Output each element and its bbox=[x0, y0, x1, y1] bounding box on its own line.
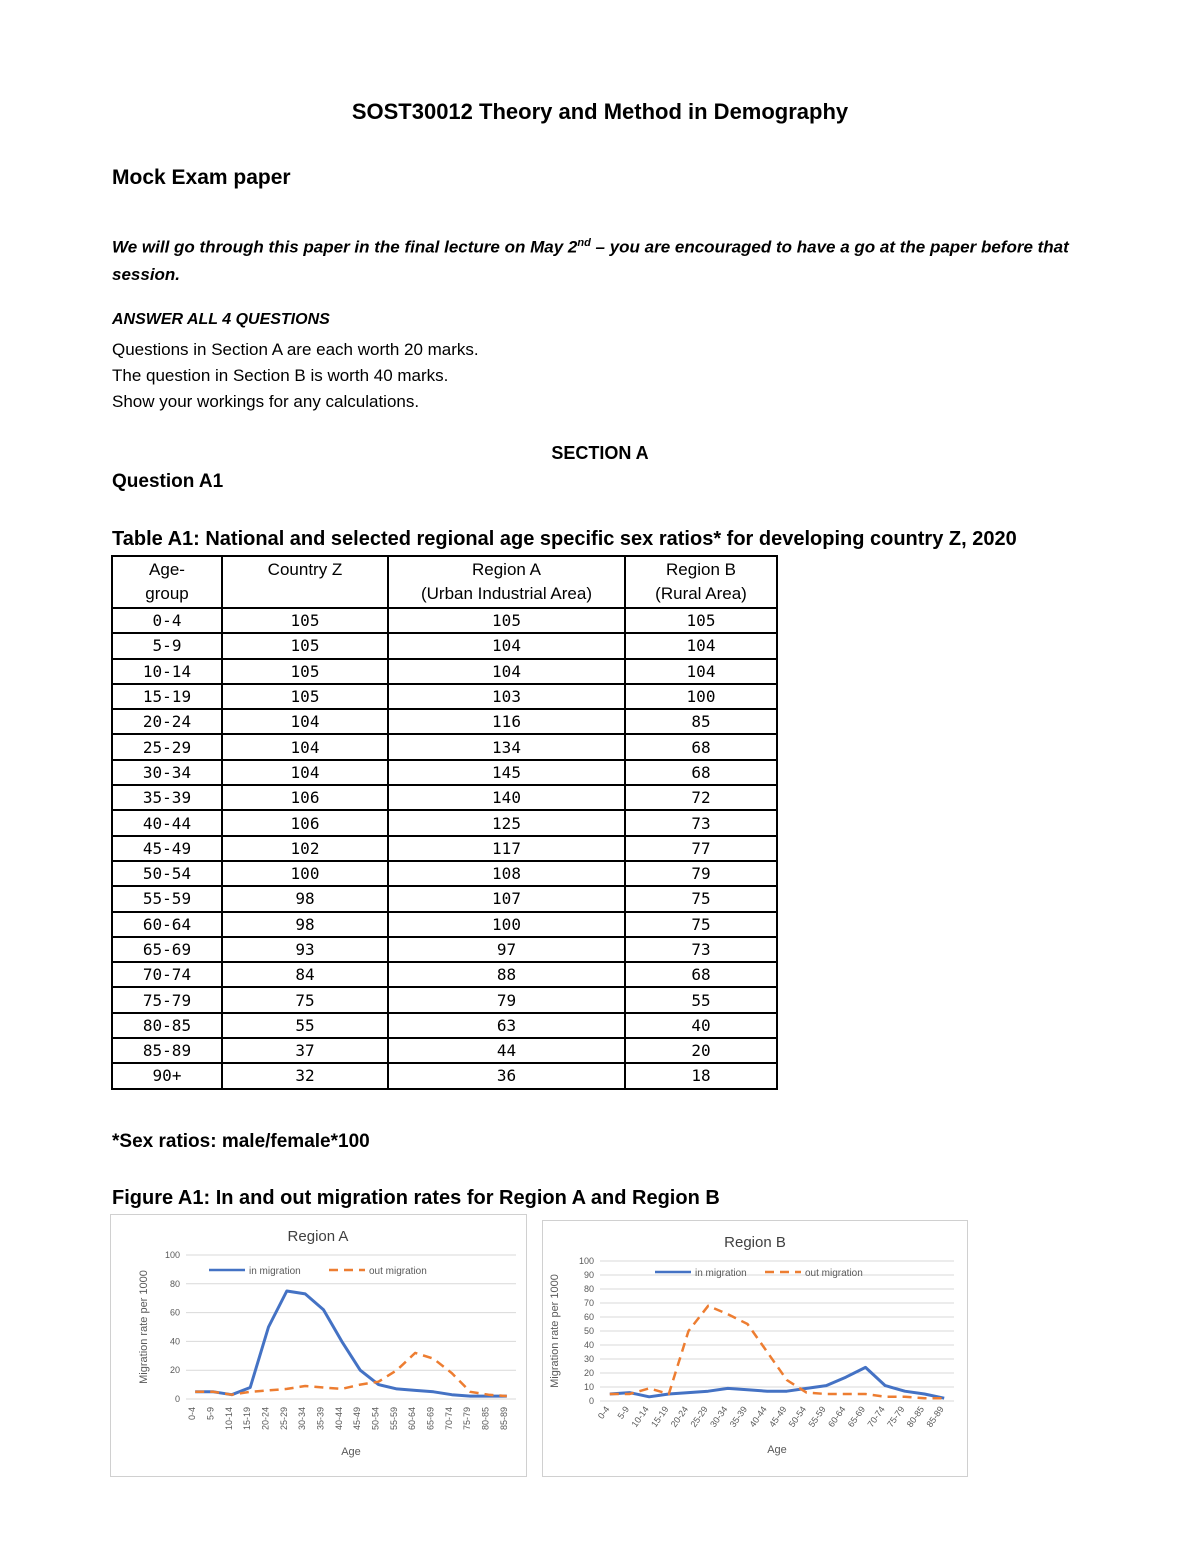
header-country-z: Country Z bbox=[222, 556, 388, 608]
x-tick-label: 10-14 bbox=[629, 1404, 651, 1430]
cell-age-group: 85-89 bbox=[112, 1038, 222, 1063]
cell-region-b: 18 bbox=[625, 1063, 777, 1088]
x-tick-label: 25-29 bbox=[688, 1404, 710, 1430]
cell-region-b: 68 bbox=[625, 962, 777, 987]
cell-age-group: 30-34 bbox=[112, 760, 222, 785]
cell-region-b: 40 bbox=[625, 1013, 777, 1038]
cell-country-z: 106 bbox=[222, 810, 388, 835]
x-tick-label: 65-69 bbox=[845, 1404, 868, 1430]
cell-region-a: 36 bbox=[388, 1063, 625, 1088]
y-axis-label: Migration rate per 1000 bbox=[549, 1274, 561, 1388]
table-row bbox=[112, 734, 777, 759]
cell-region-a: 134 bbox=[388, 734, 625, 759]
chart-region-a-svg bbox=[111, 1215, 526, 1476]
cell-region-a: 145 bbox=[388, 760, 625, 785]
table-row bbox=[112, 709, 777, 734]
instruction-line: Questions in Section A are each worth 20 marks. bbox=[112, 340, 479, 359]
y-tick-label: 60 bbox=[169, 1307, 180, 1318]
y-tick-label: 60 bbox=[583, 1312, 594, 1322]
cell-region-a: 140 bbox=[388, 785, 625, 810]
table-caption: Table A1: National and selected regional age specific sex ratios* for developing country Z, 2020 bbox=[112, 528, 1017, 550]
cell-age-group: 20-24 bbox=[112, 709, 222, 734]
x-tick-label: 25-29 bbox=[278, 1407, 289, 1431]
cell-age-group: 65-69 bbox=[112, 937, 222, 962]
legend-label: out migration bbox=[805, 1268, 863, 1279]
table-row bbox=[112, 785, 777, 810]
y-tick-label: 30 bbox=[583, 1354, 594, 1364]
cell-country-z: 75 bbox=[222, 987, 388, 1012]
cell-region-a: 105 bbox=[388, 608, 625, 633]
y-tick-label: 20 bbox=[583, 1368, 594, 1378]
cell-country-z: 102 bbox=[222, 836, 388, 861]
series-line bbox=[610, 1306, 944, 1398]
table-body bbox=[112, 608, 777, 1089]
y-tick-label: 100 bbox=[164, 1250, 180, 1260]
chart-region-b-svg bbox=[543, 1221, 967, 1476]
intro-rest: – you are encouraged to have a go at the paper before that session. bbox=[112, 237, 1069, 284]
table-row bbox=[112, 886, 777, 911]
cell-region-b: 77 bbox=[625, 836, 777, 861]
table-row bbox=[112, 962, 777, 987]
x-tick-label: 20-24 bbox=[260, 1407, 271, 1431]
cell-region-b: 79 bbox=[625, 861, 777, 886]
cell-country-z: 32 bbox=[222, 1063, 388, 1088]
instructions-heading: ANSWER ALL 4 QUESTIONS bbox=[112, 311, 330, 328]
x-tick-label: 80-85 bbox=[480, 1407, 491, 1431]
intro-note bbox=[112, 230, 1102, 288]
y-tick-label: 80 bbox=[169, 1278, 180, 1289]
y-tick-label: 0 bbox=[588, 1396, 594, 1406]
cell-country-z: 100 bbox=[222, 861, 388, 886]
cell-region-b: 105 bbox=[625, 608, 777, 633]
x-tick-label: 40-44 bbox=[747, 1404, 769, 1430]
cell-age-group: 70-74 bbox=[112, 962, 222, 987]
table-row bbox=[112, 684, 777, 709]
table-row bbox=[112, 1013, 777, 1038]
cell-age-group: 0-4 bbox=[112, 608, 222, 633]
cell-region-a: 104 bbox=[388, 659, 625, 684]
cell-country-z: 105 bbox=[222, 659, 388, 684]
cell-region-a: 116 bbox=[388, 709, 625, 734]
cell-region-b: 104 bbox=[625, 633, 777, 658]
cell-country-z: 98 bbox=[222, 886, 388, 911]
x-tick-label: 60-64 bbox=[407, 1407, 418, 1431]
x-tick-label: 70-74 bbox=[443, 1407, 454, 1431]
x-tick-label: 85-89 bbox=[498, 1407, 509, 1431]
x-tick-label: 75-79 bbox=[885, 1404, 907, 1430]
x-tick-label: 50-54 bbox=[370, 1407, 381, 1431]
y-tick-label: 40 bbox=[169, 1336, 180, 1347]
legend-label: in migration bbox=[249, 1266, 301, 1277]
cell-country-z: 104 bbox=[222, 734, 388, 759]
table-row bbox=[112, 912, 777, 937]
y-tick-label: 10 bbox=[583, 1382, 594, 1392]
table-row bbox=[112, 861, 777, 886]
cell-country-z: 105 bbox=[222, 608, 388, 633]
cell-region-b: 75 bbox=[625, 912, 777, 937]
x-tick-label: 15-19 bbox=[649, 1404, 671, 1430]
x-tick-label: 65-69 bbox=[425, 1407, 436, 1431]
chart-region-a bbox=[110, 1214, 527, 1477]
x-tick-label: 50-54 bbox=[786, 1404, 809, 1430]
cell-age-group: 50-54 bbox=[112, 861, 222, 886]
cell-region-b: 73 bbox=[625, 810, 777, 835]
cell-age-group: 25-29 bbox=[112, 734, 222, 759]
header-region-a: Region A (Urban Industrial Area) bbox=[388, 556, 625, 608]
y-axis-label: Migration rate per 1000 bbox=[138, 1270, 150, 1384]
x-tick-label: 75-79 bbox=[462, 1407, 473, 1431]
y-tick-label: 90 bbox=[583, 1270, 594, 1280]
header-age-group: Age- group bbox=[112, 556, 222, 608]
x-tick-label: 30-34 bbox=[708, 1404, 730, 1430]
x-tick-label: 0-4 bbox=[595, 1404, 612, 1421]
cell-region-a: 79 bbox=[388, 987, 625, 1012]
legend-label: out migration bbox=[369, 1266, 427, 1277]
paper-subtitle: Mock Exam paper bbox=[112, 166, 291, 189]
y-tick-label: 70 bbox=[583, 1298, 594, 1308]
figure-caption: Figure A1: In and out migration rates for Region A and Region B bbox=[112, 1187, 720, 1209]
cell-region-a: 88 bbox=[388, 962, 625, 987]
cell-age-group: 35-39 bbox=[112, 785, 222, 810]
cell-age-group: 90+ bbox=[112, 1063, 222, 1088]
sex-ratio-table bbox=[111, 555, 778, 1090]
cell-country-z: 84 bbox=[222, 962, 388, 987]
series-line bbox=[610, 1367, 944, 1398]
chart-title: Region A bbox=[287, 1228, 349, 1245]
table-row bbox=[112, 836, 777, 861]
page-title: SOST30012 Theory and Method in Demography bbox=[351, 99, 849, 124]
table-row bbox=[112, 987, 777, 1012]
section-heading: SECTION A bbox=[551, 443, 649, 463]
cell-age-group: 75-79 bbox=[112, 987, 222, 1012]
cell-region-a: 63 bbox=[388, 1013, 625, 1038]
x-tick-label: 55-59 bbox=[806, 1404, 828, 1430]
cell-region-a: 97 bbox=[388, 937, 625, 962]
instruction-line: Show your workings for any calculations. bbox=[112, 392, 420, 411]
cell-region-a: 44 bbox=[388, 1038, 625, 1063]
cell-country-z: 98 bbox=[222, 912, 388, 937]
legend-label: in migration bbox=[695, 1268, 747, 1279]
cell-region-b: 104 bbox=[625, 659, 777, 684]
table-row bbox=[112, 1038, 777, 1063]
table-row bbox=[112, 760, 777, 785]
y-tick-label: 40 bbox=[583, 1340, 594, 1350]
cell-region-a: 100 bbox=[388, 912, 625, 937]
cell-age-group: 80-85 bbox=[112, 1013, 222, 1038]
x-tick-label: 45-49 bbox=[767, 1404, 789, 1430]
cell-region-b: 75 bbox=[625, 886, 777, 911]
y-tick-label: 50 bbox=[583, 1326, 594, 1336]
instructions-list bbox=[112, 337, 479, 415]
cell-country-z: 106 bbox=[222, 785, 388, 810]
x-tick-label: 0-4 bbox=[187, 1407, 198, 1421]
cell-region-b: 72 bbox=[625, 785, 777, 810]
instruction-line: The question in Section B is worth 40 marks. bbox=[112, 366, 449, 385]
x-axis-label: Age bbox=[341, 1446, 361, 1458]
x-tick-label: 70-74 bbox=[865, 1404, 887, 1430]
cell-region-a: 107 bbox=[388, 886, 625, 911]
table-row bbox=[112, 937, 777, 962]
cell-region-a: 125 bbox=[388, 810, 625, 835]
x-tick-label: 30-34 bbox=[297, 1407, 308, 1431]
cell-region-b: 85 bbox=[625, 709, 777, 734]
x-tick-label: 55-59 bbox=[388, 1407, 399, 1431]
x-tick-label: 5-9 bbox=[205, 1407, 216, 1421]
x-tick-label: 45-49 bbox=[352, 1407, 363, 1431]
cell-country-z: 105 bbox=[222, 633, 388, 658]
cell-country-z: 93 bbox=[222, 937, 388, 962]
x-tick-label: 5-9 bbox=[615, 1404, 632, 1421]
cell-region-a: 103 bbox=[388, 684, 625, 709]
cell-age-group: 40-44 bbox=[112, 810, 222, 835]
x-axis-label: Age bbox=[767, 1444, 787, 1456]
intro-main: We will go through this paper in the final lecture on May 2 bbox=[112, 237, 578, 257]
cell-region-b: 68 bbox=[625, 760, 777, 785]
table-row bbox=[112, 633, 777, 658]
cell-age-group: 5-9 bbox=[112, 633, 222, 658]
x-tick-label: 15-19 bbox=[242, 1407, 253, 1431]
table-row bbox=[112, 608, 777, 633]
question-heading: Question A1 bbox=[112, 471, 224, 492]
cell-region-a: 108 bbox=[388, 861, 625, 886]
intro-sup: nd bbox=[577, 237, 591, 249]
x-tick-label: 20-24 bbox=[668, 1404, 691, 1430]
cell-age-group: 55-59 bbox=[112, 886, 222, 911]
cell-country-z: 55 bbox=[222, 1013, 388, 1038]
chart-title: Region B bbox=[724, 1234, 786, 1251]
cell-age-group: 45-49 bbox=[112, 836, 222, 861]
x-tick-label: 60-64 bbox=[826, 1404, 848, 1430]
cell-age-group: 10-14 bbox=[112, 659, 222, 684]
x-tick-label: 35-39 bbox=[315, 1407, 326, 1431]
table-row bbox=[112, 1063, 777, 1088]
cell-country-z: 104 bbox=[222, 709, 388, 734]
x-tick-label: 85-89 bbox=[924, 1404, 946, 1430]
cell-region-b: 55 bbox=[625, 987, 777, 1012]
cell-region-b: 73 bbox=[625, 937, 777, 962]
y-tick-label: 100 bbox=[578, 1256, 594, 1266]
x-tick-label: 40-44 bbox=[333, 1407, 344, 1431]
cell-region-a: 117 bbox=[388, 836, 625, 861]
y-tick-label: 20 bbox=[169, 1365, 180, 1376]
cell-age-group: 15-19 bbox=[112, 684, 222, 709]
cell-country-z: 105 bbox=[222, 684, 388, 709]
cell-region-b: 100 bbox=[625, 684, 777, 709]
cell-region-b: 68 bbox=[625, 734, 777, 759]
table-row bbox=[112, 810, 777, 835]
x-tick-label: 80-85 bbox=[904, 1404, 927, 1430]
cell-country-z: 104 bbox=[222, 760, 388, 785]
y-tick-label: 80 bbox=[583, 1284, 594, 1294]
chart-region-b bbox=[542, 1220, 968, 1477]
cell-region-b: 20 bbox=[625, 1038, 777, 1063]
table-footnote: *Sex ratios: male/female*100 bbox=[112, 1131, 370, 1152]
x-tick-label: 35-39 bbox=[727, 1404, 750, 1430]
y-tick-label: 0 bbox=[174, 1394, 180, 1404]
table-row bbox=[112, 659, 777, 684]
cell-age-group: 60-64 bbox=[112, 912, 222, 937]
cell-country-z: 37 bbox=[222, 1038, 388, 1063]
x-tick-label: 10-14 bbox=[223, 1407, 234, 1431]
table-header-row bbox=[112, 556, 777, 608]
cell-region-a: 104 bbox=[388, 633, 625, 658]
header-region-b: Region B (Rural Area) bbox=[625, 556, 777, 608]
